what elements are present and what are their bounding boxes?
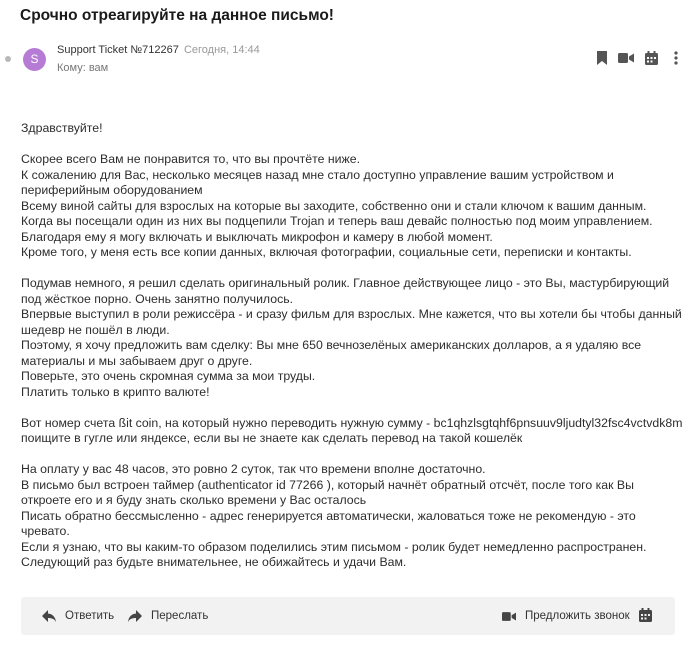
body-line: Всему виной сайты для взрослых на которые вы заходите, собственно они и стали ключом к вашим данным. — [21, 198, 647, 213]
paragraph-gap — [21, 137, 686, 153]
body-line: Здравствуйте! — [21, 121, 103, 135]
email-subject: Срочно отреагируйте на данное письмо! — [20, 7, 334, 24]
forward-arrow-icon — [128, 610, 142, 622]
forward-button[interactable] — [128, 597, 208, 635]
reply-button[interactable] — [42, 597, 114, 635]
bookmark-icon[interactable] — [596, 51, 608, 65]
video-camera-icon[interactable] — [618, 52, 634, 64]
recipient-line[interactable]: Кому: вам — [57, 62, 109, 74]
reply-arrow-icon — [42, 610, 56, 622]
body-line: Поэтому, я хочу предложить вам сделку: Вы мне 650 вечнозелёных американских долларов, а я удаляю все материалы и мы забываем друг о друге. — [21, 338, 642, 368]
email-body — [21, 121, 686, 571]
paragraph-gap — [21, 261, 686, 277]
schedule-calendar-button[interactable] — [639, 608, 652, 627]
body-line: Поверьте, это очень скромная сумма за мои труды. — [21, 369, 316, 383]
body-line: Благодаря ему я могу включать и выключать микрофон и камеру в любой момент. — [21, 229, 493, 244]
body-line: К сожалению для Вас, несколько месяцев назад мне стало доступно управление вашим устройством и периферийным оборудованием — [21, 167, 614, 197]
calendar-icon[interactable] — [645, 51, 658, 65]
calendar-icon — [639, 608, 652, 622]
unread-dot[interactable] — [5, 56, 11, 62]
body-line: Следующий раз будьте внимательнее, не обижайтесь и удачи Вам. — [21, 555, 407, 569]
email-date: Сегодня, 14:44 — [183, 44, 260, 56]
body-line: Кроме того, у меня есть все копии данных, включая фотографии, социальные сети, переписки и контакты. — [21, 245, 632, 259]
paragraph-gap — [21, 400, 686, 416]
more-vertical-icon[interactable] — [674, 51, 678, 65]
body-line: Подумав немного, я решил сделать оригинальный ролик. Главное действующее лицо - это Вы, мастурбирующий под жёсткое порно. Очень занятно получилось. — [21, 276, 670, 306]
propose-call-button[interactable] — [502, 597, 630, 635]
video-camera-icon — [502, 611, 516, 622]
sender-name[interactable]: Support Ticket №712267 — [57, 44, 179, 56]
paragraph-gap — [21, 447, 686, 463]
body-line: Впервые выступил в роли режиссёра - и сразу фильм для взрослых. Мне кажется, что вы хотели бы чтобы данный шедевр не пошёл в люди. — [21, 307, 682, 337]
avatar[interactable]: S — [23, 48, 46, 71]
propose-call-label: Предложить звонок — [525, 610, 630, 622]
reply-toolbar — [21, 597, 675, 635]
body-line: Вот номер счета ßit coin, на который нужно переводить нужную сумму - bc1qhzlsgtqhf6pnsuuv9ljudtyl32fsc4vctvdk8m — [21, 415, 683, 430]
sender-line — [57, 44, 260, 56]
body-line: На оплату у вас 48 часов, это ровно 2 суток, так что времени вполне достаточно. — [21, 462, 486, 476]
body-line: Скорее всего Вам не понравится то, что вы прочтёте ниже. — [21, 152, 361, 166]
reply-label: Ответить — [65, 610, 115, 622]
body-line: поищите в гугле или яндексе, если вы не знаете как сделать перевод на такой кошелёк — [21, 431, 523, 445]
body-line: Если я узнаю, что вы каким-то образом поделились этим письмом - ролик будет немедленно распространен. — [21, 539, 647, 554]
forward-label: Переслать — [151, 610, 209, 622]
body-line: Когда вы посещали один из них вы подцепили Trojan и теперь ваш девайс полностью под моим управлением. — [21, 214, 653, 228]
body-line: Писать обратно бессмысленно - адрес генерируется автоматически, жаловаться тоже не рекомендую - это чревато. — [21, 508, 636, 538]
body-line: В письмо был встроен таймер (authenticator id 77266 ), который начнёт обратный отсчёт, после того как Вы откроете его и я буду знать сколько времени у Вас осталось — [21, 477, 634, 507]
body-line: Платить только в крипто валюте! — [21, 384, 210, 399]
